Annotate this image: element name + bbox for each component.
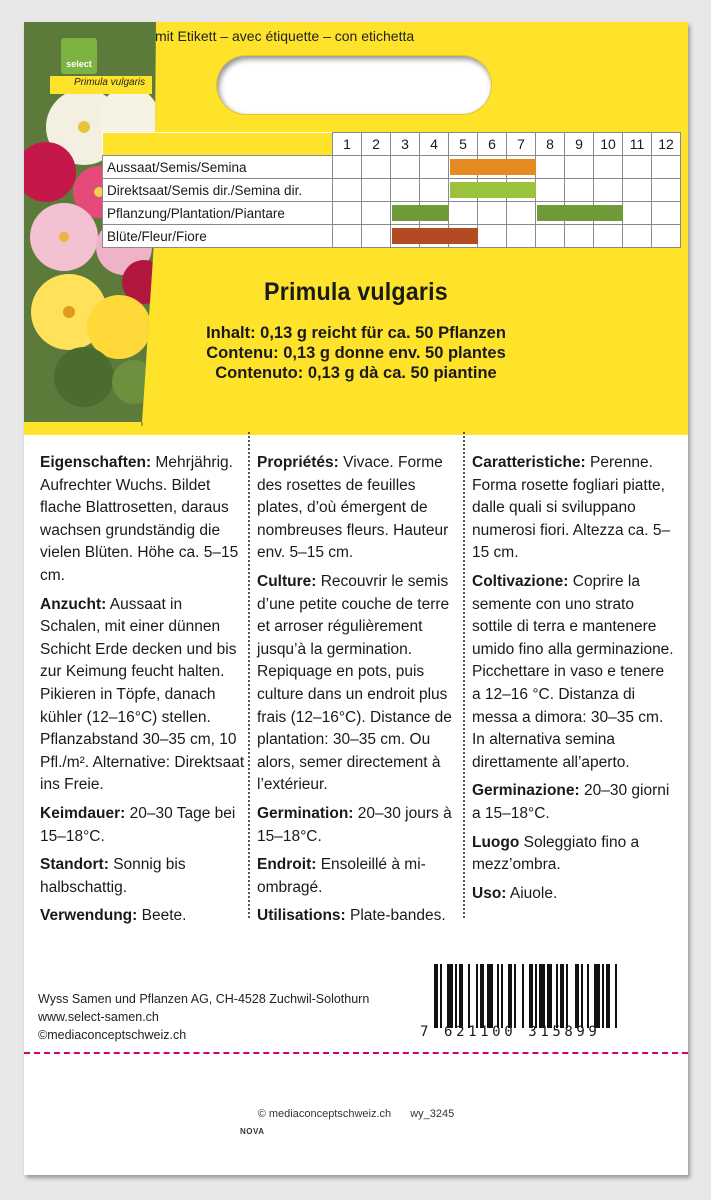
barcode-bar <box>535 964 537 1028</box>
barcode-bar <box>594 964 600 1028</box>
barcode-bar <box>501 964 503 1028</box>
barcode-bar <box>556 964 558 1028</box>
calendar-row-label: Direktsaat/Semis dir./Semina dir. <box>103 179 333 202</box>
calendar-row-sowing <box>103 156 681 179</box>
month-header: 6 <box>478 133 507 156</box>
paragraph: Verwendung: Beete. <box>40 907 187 925</box>
month-header: 7 <box>507 133 536 156</box>
product-title: Primula vulgaris <box>264 278 448 306</box>
hanger-slot <box>217 56 491 114</box>
paragraph: Endroit: Ensoleillé à mi-ombragé. <box>257 856 426 896</box>
month-header: 3 <box>391 133 420 156</box>
paragraph: Anzucht: Aussaat in Schalen, mit einer dünnen Schicht Erde decken und bis zur Keimung feucht halten. Pikieren in Töpfe, danach kühler (12–16°C) stellen. Pflanzabstand 30–35 cm, 10 Pfl./m². Alternative: Direktsaat ins Freie. <box>40 595 245 794</box>
barcode-bar <box>539 964 545 1028</box>
paragraph: Propriétés: Vivace. Forme des rosettes de feuilles plates, d’où émergent de nombreuses fleurs. Hauteur env. 5–15 cm. <box>257 454 449 562</box>
month-header: 2 <box>362 133 391 156</box>
barcode-digits: 7 621100 315899 <box>420 1024 601 1040</box>
barcode-bar <box>575 964 579 1028</box>
barcode-bar <box>487 964 493 1028</box>
cut-line <box>24 1052 688 1054</box>
calendar-bar <box>537 205 623 221</box>
calendar-corner <box>103 133 333 156</box>
month-header: 1 <box>333 133 362 156</box>
barcode-bar <box>508 964 512 1028</box>
seed-packet-back <box>24 22 688 1175</box>
month-header: 4 <box>420 133 449 156</box>
paragraph: Standort: Sonnig bis halbschattig. <box>40 856 186 896</box>
barcode-bar <box>606 964 610 1028</box>
barcode-bar <box>480 964 484 1028</box>
credit-text: © mediaconceptschweiz.ch <box>257 1108 392 1120</box>
company-website: www.select-samen.ch <box>38 1010 159 1024</box>
barcode-bar <box>560 964 564 1028</box>
month-header: 11 <box>623 133 652 156</box>
calendar-bar <box>392 228 478 244</box>
paragraph: Germination: 20–30 jours à 15–18°C. <box>257 804 452 845</box>
barcode-bar <box>440 964 442 1028</box>
calendar-row-label: Blüte/Fleur/Fiore <box>103 225 333 248</box>
paragraph: Utilisations: Plate-bandes. <box>257 907 446 925</box>
month-header: 10 <box>594 133 623 156</box>
tag-title: Primula vulgaris <box>74 77 146 88</box>
print-code: wy_3245 <box>410 1108 455 1120</box>
calendar-bar <box>392 205 449 221</box>
paragraph: Culture: Recouvrir le semis d’une petite couche de terre et arroser régulièrement jusqu’à la germination. Repiquage en pots, puis culture dans un endroit plus frais (12–16°C). Distance de plantation: 30–35 cm. Ou alors, semer directement à l’extérieur. <box>257 572 452 794</box>
company-info <box>38 990 369 1044</box>
paragraph: Uso: Aiuole. <box>472 884 558 902</box>
select-logo: select <box>61 38 97 74</box>
barcode-bar <box>459 964 463 1028</box>
barcode-bar <box>434 964 438 1028</box>
barcode-bar <box>468 964 470 1028</box>
barcode-bar <box>514 964 516 1028</box>
month-header: 5 <box>449 133 478 156</box>
barcode-bar <box>522 964 524 1028</box>
column-german <box>40 452 245 934</box>
barcode-bar <box>529 964 533 1028</box>
paragraph: Luogo Soleggiato fino a mezz’ombra. <box>472 833 640 874</box>
paragraph: Germinazione: 20–30 giorni a 15–18°C. <box>472 782 670 822</box>
column-italian <box>472 452 677 911</box>
print-credit <box>24 1108 688 1120</box>
barcode-bar <box>615 964 617 1028</box>
company-copyright: ©mediaconceptschweiz.ch <box>38 1028 187 1042</box>
column-french <box>257 452 462 934</box>
month-header: 12 <box>652 133 681 156</box>
contents-info <box>24 323 688 383</box>
calendar-bar <box>450 182 536 198</box>
calendar-row-label: Pflanzung/Plantation/Piantare <box>103 202 333 225</box>
barcode-bar <box>455 964 457 1028</box>
barcode-bar <box>476 964 478 1028</box>
calendar-bar <box>450 159 536 175</box>
label-note: mit Etikett – avec étiquette – con etichetta <box>155 28 415 44</box>
barcode-bar <box>447 964 453 1028</box>
column-divider <box>248 432 250 918</box>
barcode-bar <box>497 964 499 1028</box>
barcode-bar <box>602 964 604 1028</box>
barcode-bar <box>547 964 551 1028</box>
month-header: 9 <box>565 133 594 156</box>
paragraph: Coltivazione: Coprire la semente con uno strato sottile di terra e mantenere umido fino alla germinazione. Picchettare in vaso e tenere a 12–16 °C. Distanza di messa a dimora: 30–35 cm. In alternativa semina direttamente all’aperto. <box>472 572 674 771</box>
calendar-row-label: Aussaat/Semis/Semina <box>103 156 333 179</box>
company-address: Wyss Samen und Pflanzen AG, CH-4528 Zuchwil-Solothurn <box>38 992 370 1006</box>
column-divider <box>463 432 465 918</box>
paragraph: Eigenschaften: Mehrjährig. Aufrechter Wuchs. Bildet flache Blattrosetten, daraus wachsen grundständig die vielen Blüten. Höhe ca. 5–15 cm. <box>40 454 239 584</box>
barcode <box>434 964 672 1028</box>
barcode-bar <box>587 964 589 1028</box>
contents-de: Inhalt: 0,13 g reicht für ca. 50 Pflanzen <box>206 324 506 342</box>
paragraph: Keimdauer: 20–30 Tage bei 15–18°C. <box>40 804 236 845</box>
month-header: 8 <box>536 133 565 156</box>
calendar-row-direct-sowing <box>103 179 681 202</box>
printer-logo: NOVA <box>240 1127 265 1136</box>
contents-fr: Contenu: 0,13 g donne env. 50 plantes <box>206 344 506 362</box>
paragraph: Caratteristiche: Perenne. Forma rosette fogliari piatte, dalle quali si sviluppano numerosi fiori. Altezza ca. 5–15 cm. <box>472 454 671 562</box>
barcode-bar <box>566 964 568 1028</box>
barcode-bar <box>581 964 583 1028</box>
contents-it: Contenuto: 0,13 g dà ca. 50 piantine <box>215 364 497 382</box>
